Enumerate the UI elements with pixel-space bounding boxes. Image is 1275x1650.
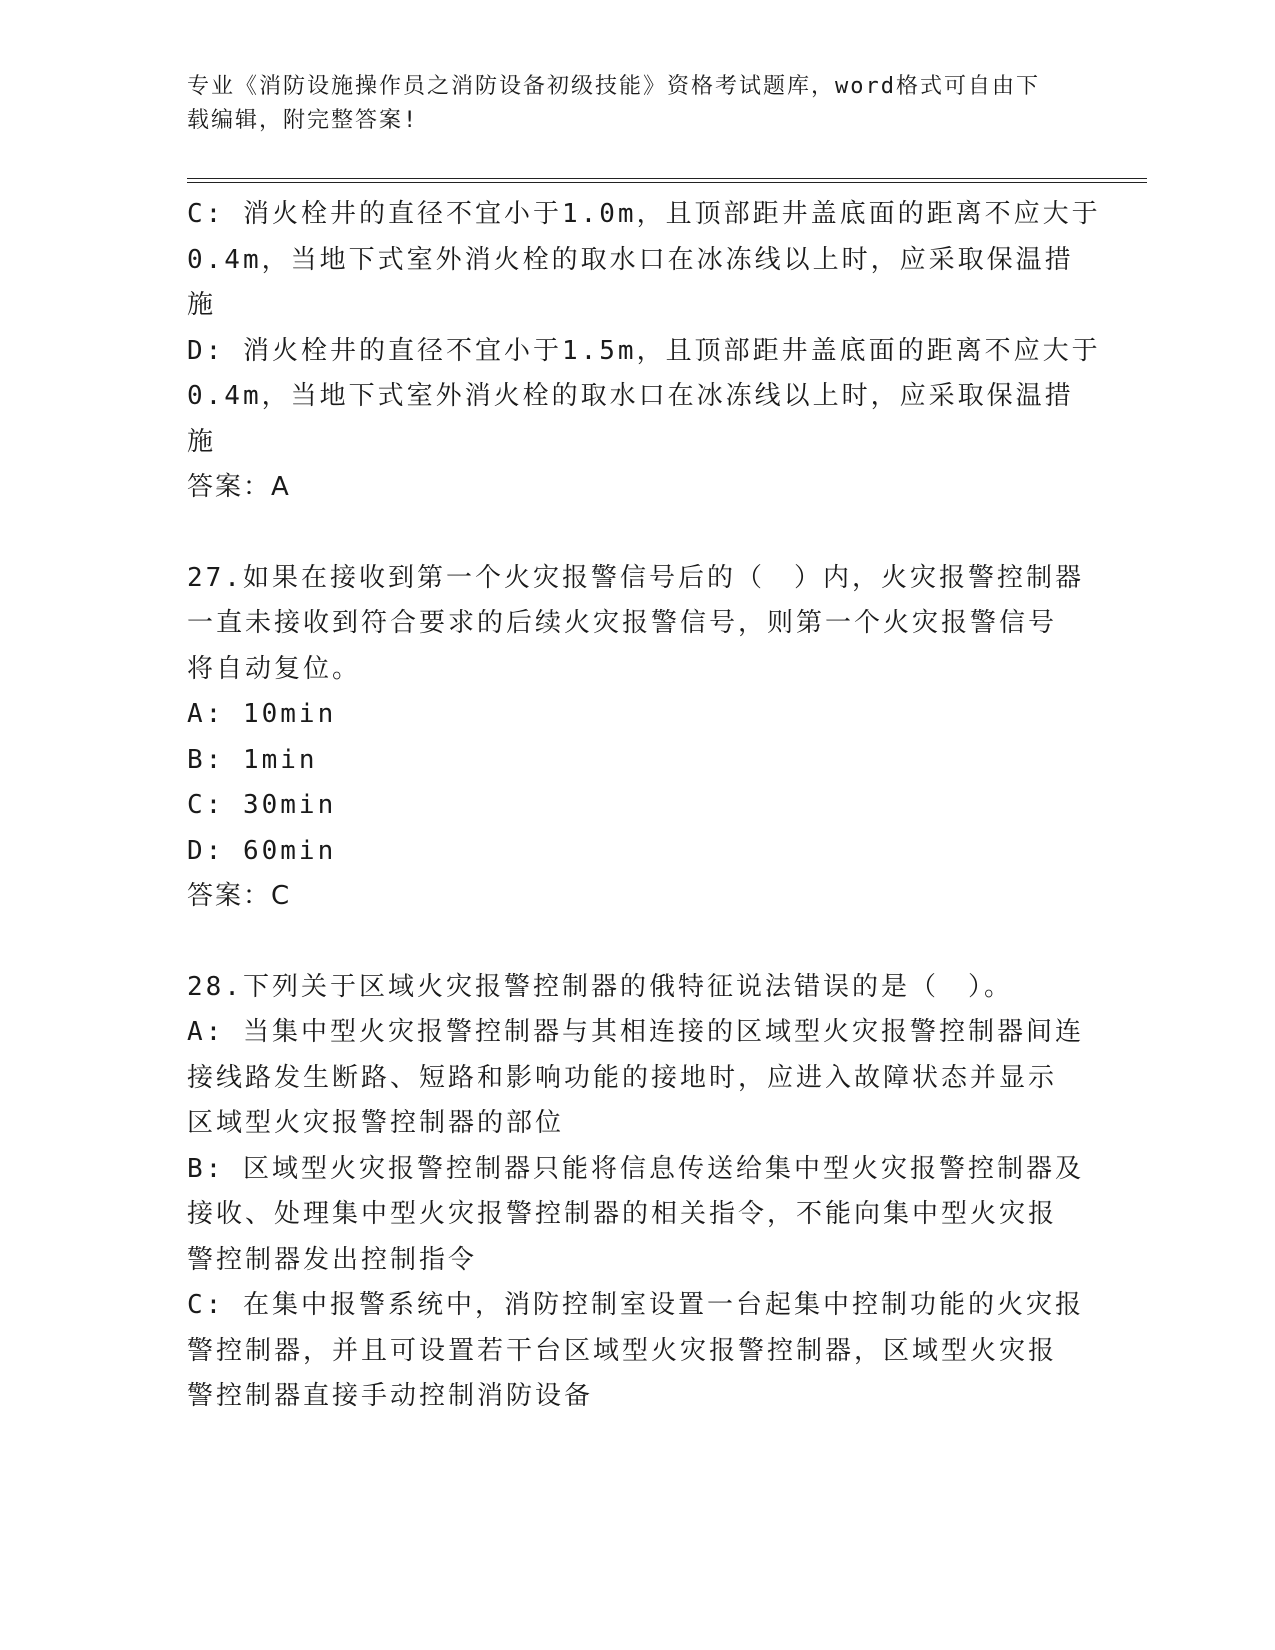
header-divider [187,178,1147,183]
question-28-stem: 28.下列关于区域火灾报警控制器的俄特征说法错误的是（ ）。 [187,971,1013,1002]
question-27-option-c: C: 30min [187,790,337,820]
option-line: 0.4m，当地下式室外消火栓的取水口在冰冻线以上时，应采取保温措 [187,381,1074,411]
question-content [187,192,1101,1420]
option-line: 警控制器直接手动控制消防设备 [187,1381,594,1411]
spacer [187,511,1087,556]
header-line-1: 专业《消防设施操作员之消防设备初级技能》资格考试题库，word格式可自由下 [187,74,1040,99]
option-line: C: 消火栓井的直径不宜小于1.0m，且顶部距井盖底面的距离不应大于 [187,199,1101,229]
option-line: 施 [187,426,217,457]
question-28-option-b [187,1147,1087,1284]
stem-line: 27.如果在接收到第一个火灾报警信号后的（ ）内，火灾报警控制器 [187,562,1084,593]
option-line: 施 [187,290,217,320]
question-26-option-d [187,329,1101,466]
option-line: D: 消火栓井的直径不宜小于1.5m，且顶部距井盖底面的距离不应大于 [187,335,1101,366]
question-27-answer: 答案：C [187,881,292,911]
question-28-option-a [187,1010,1087,1147]
question-27-option-d: D: 60min [187,835,337,866]
option-line: 警控制器发出控制指令 [187,1244,478,1275]
question-28-option-c [187,1283,1087,1420]
option-line: A: 当集中型火灾报警控制器与其相连接的区域型火灾报警控制器间连 [187,1017,1084,1047]
option-line: 区域型火灾报警控制器的部位 [187,1108,565,1138]
question-27-stem [187,556,1087,693]
header-line-2: 载编辑，附完整答案! [187,108,419,133]
option-line: 警控制器，并且可设置若干台区域型火灾报警控制器，区域型火灾报 [187,1335,1058,1366]
question-26-option-c [187,192,1101,329]
option-line: 0.4m，当地下式室外消火栓的取水口在冰冻线以上时，应采取保温措 [187,244,1074,275]
question-26-answer: 答案：A [187,472,291,502]
option-line: 接收、处理集中型火灾报警控制器的相关指令，不能向集中型火灾报 [187,1199,1058,1229]
question-27-option-b: B: 1min [187,744,318,775]
option-line: C: 在集中报警系统中，消防控制室设置一台起集中控制功能的火灾报 [187,1290,1084,1320]
stem-line: 一直未接收到符合要求的后续火灾报警信号，则第一个火灾报警信号 [187,608,1058,638]
stem-line: 将自动复位。 [187,653,362,684]
question-27-option-a: A: 10min [187,699,337,729]
option-line: B: 区域型火灾报警控制器只能将信息传送给集中型火灾报警控制器及 [187,1153,1084,1184]
spacer [187,920,1087,965]
page-header [187,70,1087,138]
option-line: 接线路发生断路、短路和影响功能的接地时，应进入故障状态并显示 [187,1062,1058,1093]
